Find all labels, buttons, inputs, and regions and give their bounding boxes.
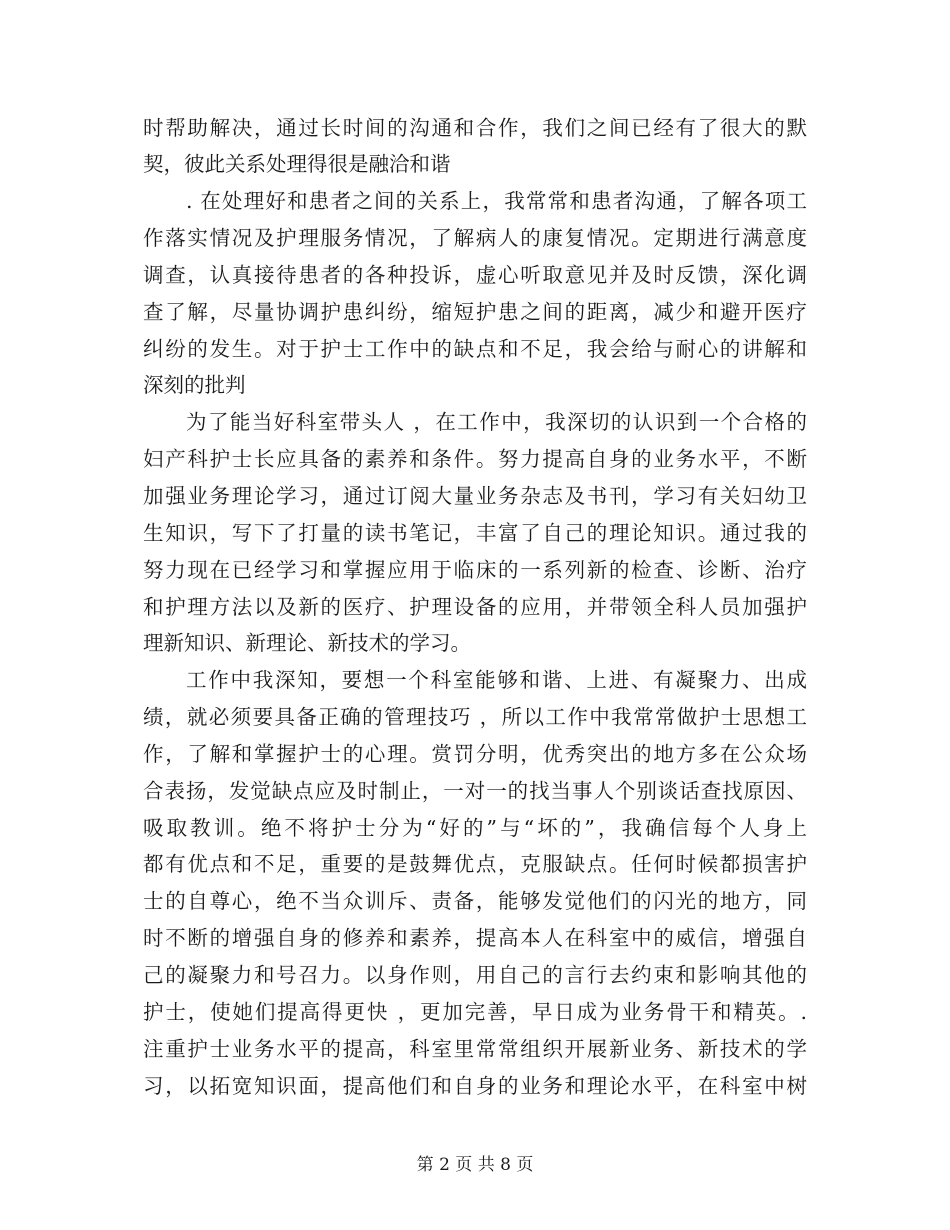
text-line: 作落实情况及护理服务情况，了解病人的康复情况。定期进行满意度 (143, 226, 807, 250)
paragraph-first-line: 工作中我深知，要想一个科室能够和谐、上进、有凝聚力、出成 (186, 668, 807, 692)
text-line: 绩，就必须要具备正确的管理技巧 ，所以工作中我常常做护士思想工 (143, 705, 807, 729)
text-line: 契，彼此关系处理得很是融洽和谐 (143, 152, 451, 176)
text-line: 妇产科护士长应具备的素养和条件。努力提高自身的业务水平，不断 (143, 447, 807, 471)
text-line: 生知识，写下了打量的读书笔记，丰富了自己的理论知识。通过我的 (143, 521, 807, 545)
text-line: 习，以拓宽知识面，提高他们和自身的业务和理论水平，在科室中树 (143, 1074, 807, 1098)
text-line: 己的凝聚力和号召力。以身作则，用自己的言行去约束和影响其他的 (143, 963, 807, 987)
text-line: 时不断的增强自身的修养和素养，提高本人在科室中的威信，增强自 (143, 926, 807, 950)
paragraph-first-line: . 在处理好和患者之间的关系上，我常常和患者沟通，了解各项工 (186, 189, 807, 213)
text-line: 加强业务理论学习，通过订阅大量业务杂志及书刊，学习有关妇幼卫 (143, 484, 807, 508)
text-line: 吸取教训。绝不将护士分为“好的”与“坏的”，我确信每个人身上 (143, 816, 807, 840)
text-line: 深刻的批判 (143, 373, 246, 397)
text-line: 都有优点和不足，重要的是鼓舞优点，克服缺点。任何时候都损害护 (143, 852, 807, 876)
text-line: 纠纷的发生。对于护士工作中的缺点和不足，我会给与耐心的讲解和 (143, 337, 807, 361)
text-line: 努力现在已经学习和掌握应用于临床的一系列新的检查、诊断、治疗 (143, 558, 807, 582)
text-line: 作，了解和掌握护士的心理。赏罚分明，优秀突出的地方多在公众场 (143, 742, 807, 766)
paragraph-first-line: 为了能当好科室带头人 ，在工作中，我深切的认识到一个合格的 (186, 410, 807, 434)
text-line: 注重护士业务水平的提高，科室里常常组织开展新业务、新技术的学 (143, 1037, 807, 1061)
text-line: 查了解，尽量协调护患纠纷，缩短护患之间的距离，减少和避开医疗 (143, 300, 807, 324)
text-line: 和护理方法以及新的医疗、护理设备的应用，并带领全科人员加强护 (143, 595, 807, 619)
text-line: 时帮助解决，通过长时间的沟通和合作，我们之间已经有了很大的默 (143, 116, 807, 140)
text-line: 护士，使她们提高得更快 ，更加完善，早日成为业务骨干和精英。. (143, 1000, 807, 1024)
text-line: 士的自尊心，绝不当众训斥、责备，能够发觉他们的闪光的地方，同 (143, 889, 807, 913)
text-line: 理新知识、新理论、新技术的学习。 (143, 631, 471, 655)
page-number: 第 2 页 共 8 页 (416, 1155, 534, 1175)
text-line: 调查，认真接待患者的各种投诉，虚心听取意见并及时反馈，深化调 (143, 263, 807, 287)
text-line: 合表扬，发觉缺点应及时制止，一对一的找当事人个别谈话查找原因、 (143, 779, 807, 803)
